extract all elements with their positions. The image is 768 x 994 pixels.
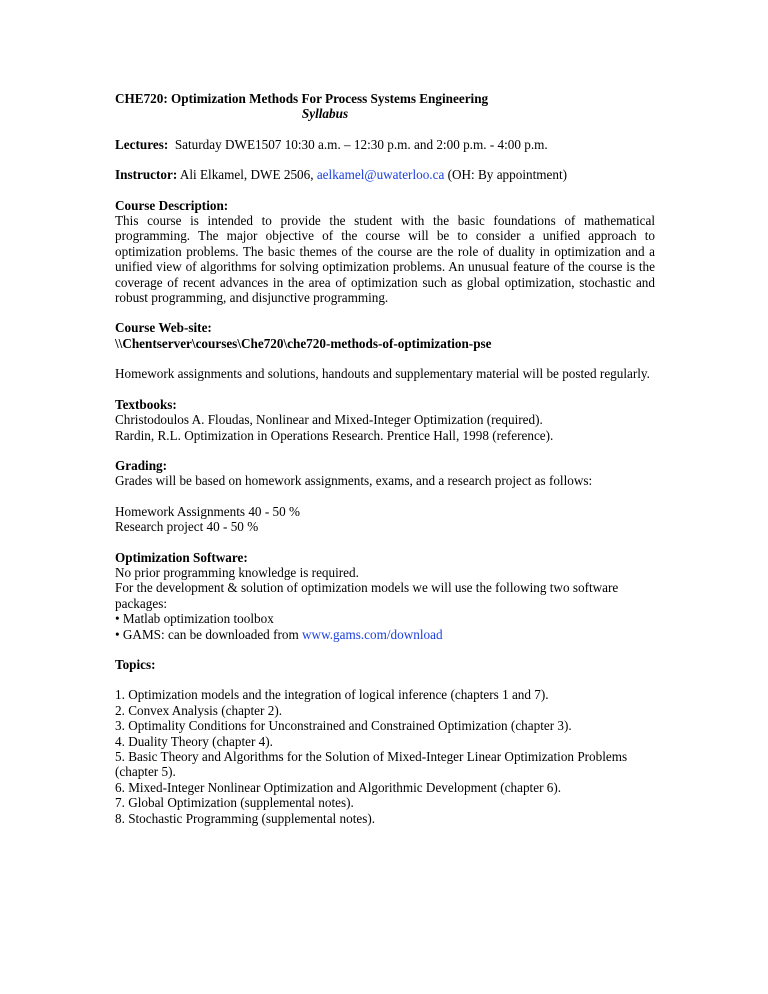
topic-item: 7. Global Optimization (supplemental notes).: [115, 795, 354, 811]
lectures-label: Lectures:: [115, 136, 169, 152]
lectures-text: Saturday DWE1507 10:30 a.m. – 12:30 p.m. and 2:00 p.m. - 4:00 p.m.: [174, 136, 548, 152]
instructor-email-link[interactable]: aelkamel@uwaterloo.ca: [316, 167, 445, 183]
website-note: Homework assignments and solutions, handouts and supplementary material will be posted regularly.: [115, 366, 650, 382]
topic-item: 3. Optimality Conditions for Unconstrained and Constrained Optimization (chapter 3).: [115, 718, 572, 734]
topic-item: 2. Convex Analysis (chapter 2).: [115, 702, 283, 718]
course-subtitle: Syllabus: [301, 106, 349, 122]
topics-heading: Topics:: [115, 656, 156, 672]
gams-download-link[interactable]: www.gams.com/download: [302, 626, 443, 642]
syllabus-content: [115, 91, 655, 826]
topic-item: 4. Duality Theory (chapter 4).: [115, 733, 273, 749]
instructor-name: Ali Elkamel, DWE 2506,: [179, 167, 314, 183]
topic-item: 5. Basic Theory and Algorithms for the Solution of Mixed-Integer Linear Optimization Problems (chapter 5).: [115, 749, 628, 780]
topics-list: [115, 687, 655, 826]
description-heading: Course Description:: [115, 197, 229, 213]
website-path[interactable]: \\Chentserver\courses\Che720\che720-methods-of-optimization-pse: [115, 335, 492, 351]
software-item-gams: • GAMS: can be downloaded from www.gams.com/download: [115, 626, 443, 642]
instructor-label: Instructor:: [115, 167, 178, 183]
description-text: This course is intended to provide the student with the basic foundations of mathematical programming. The major objective of the course will be to consider a unified approach to optimization problems. The basic themes of the course are the role of duality in optimization and a unified view of algorithms for solving optimization problems. An unusual feature of the course is the coverage of recent advances in the area of optimization such as global optimization, stochastic and robust programming, and disjunctive programming.: [115, 213, 655, 306]
grading-heading: Grading:: [115, 457, 168, 473]
grading-intro: Grades will be based on homework assignments, exams, and a research project as follows:: [115, 473, 593, 489]
website-heading: Course Web-site:: [115, 320, 212, 336]
software-line: For the development & solution of optimization models we will use the following two software packages:: [115, 580, 619, 611]
textbook-item: Christodoulos A. Floudas, Nonlinear and Mixed-Integer Optimization (required).: [115, 412, 543, 428]
topic-item: 8. Stochastic Programming (supplemental notes).: [115, 810, 376, 826]
grading-item: Homework Assignments 40 - 50 %: [115, 503, 300, 519]
course-title: CHE720: Optimization Methods For Process Systems Engineering: [115, 91, 489, 106]
office-hours: (OH: By appointment): [447, 167, 568, 183]
grading-item: Research project 40 - 50 %: [115, 519, 259, 535]
topic-item: 1. Optimization models and the integration of logical inference (chapters 1 and 7).: [115, 687, 549, 703]
textbooks-heading: Textbooks:: [115, 396, 177, 412]
textbook-item: Rardin, R.L. Optimization in Operations Research. Prentice Hall, 1998 (reference).: [115, 427, 554, 443]
topic-item: 6. Mixed-Integer Nonlinear Optimization and Algorithmic Development (chapter 6).: [115, 779, 562, 795]
software-line: No prior programming knowledge is required.: [115, 564, 359, 580]
software-heading: Optimization Software:: [115, 549, 248, 565]
instructor-line: [115, 167, 655, 182]
lectures-line: [115, 137, 655, 152]
software-item-matlab: • Matlab optimization toolbox: [115, 611, 274, 627]
